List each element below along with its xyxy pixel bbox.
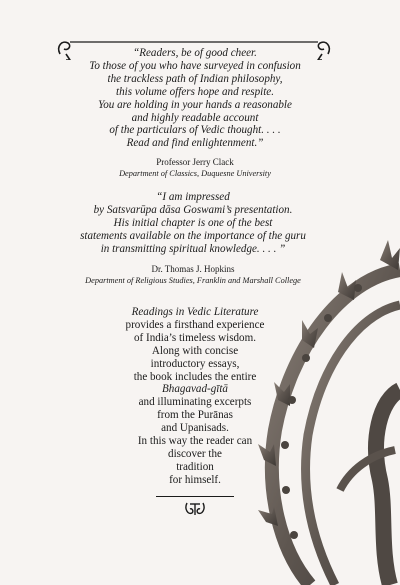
book-title: Readings in Vedic Literature bbox=[131, 306, 259, 318]
blurb-line: tradition bbox=[176, 460, 214, 473]
blurb-line: In this way the reader can bbox=[137, 435, 253, 448]
blurb-line: Along with concise bbox=[151, 344, 239, 357]
quote-line: and highly readable account bbox=[131, 111, 259, 124]
divider bbox=[156, 496, 234, 497]
quote-affiliation: Department of Classics, Duquesne University bbox=[119, 169, 271, 178]
quote-thomas-hopkins bbox=[55, 191, 331, 256]
blurb-line: of India’s timeless wisdom. bbox=[133, 331, 257, 344]
scroll-ornament-bottom bbox=[184, 501, 206, 517]
quote-line: “I am impressed bbox=[156, 191, 230, 203]
blurb-line: for himself. bbox=[169, 473, 221, 486]
blurb-line: the book includes the entire bbox=[133, 370, 257, 383]
quote-line: this volume offers hope and respite. bbox=[116, 85, 274, 98]
quote-jerry-clack bbox=[62, 47, 328, 150]
quote-author: Dr. Thomas J. Hopkins bbox=[151, 264, 235, 274]
quote-line: You are holding in your hands a reasonable bbox=[98, 98, 292, 111]
quote-line: of the particulars of Vedic thought. . . . bbox=[109, 124, 281, 137]
quote-line: statements available on the importance of the guru bbox=[80, 229, 306, 242]
quote-line: Read and find enlightenment.” bbox=[126, 137, 264, 150]
blurb-line: Bhagavad-gītā bbox=[162, 383, 228, 396]
blurb-line: and illuminating excerpts bbox=[138, 396, 252, 409]
blurb-line: provides a firsthand experience bbox=[125, 318, 265, 331]
blurb-line: from the Purānas bbox=[157, 409, 233, 422]
quote-line: His initial chapter is one of the best bbox=[113, 216, 273, 229]
quote-line: To those of you who have surveyed in confusion bbox=[89, 59, 301, 72]
blurb-line: introductory essays, bbox=[150, 357, 240, 370]
book-description bbox=[112, 306, 278, 487]
quote-line: by Satsvarūpa dāsa Goswami’s presentation. bbox=[93, 203, 293, 216]
quote-author: Professor Jerry Clack bbox=[156, 157, 234, 167]
quote-line: the trackless path of Indian philosophy, bbox=[107, 72, 283, 85]
quote-affiliation: Department of Religious Studies, Franklin and Marshall College bbox=[85, 276, 301, 285]
blurb-line: and Upanisads. bbox=[161, 422, 229, 435]
quote-line: in transmitting spiritual knowledge. . . . ” bbox=[100, 242, 286, 255]
quote-line: “Readers, be of good cheer. bbox=[133, 47, 257, 59]
blurb-line: discover the bbox=[168, 447, 222, 460]
